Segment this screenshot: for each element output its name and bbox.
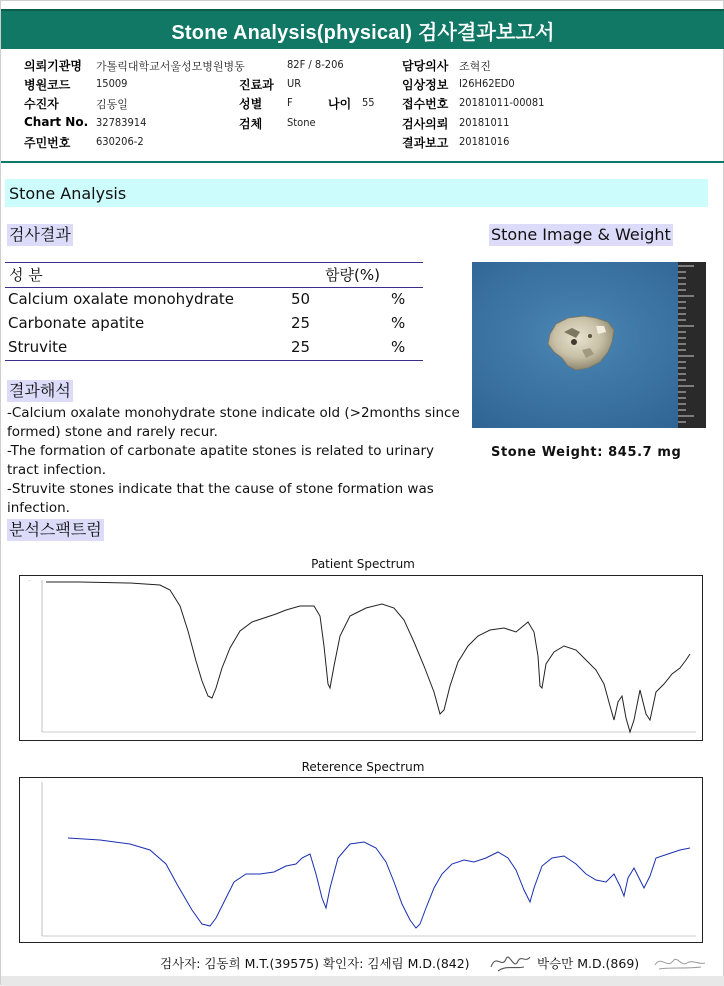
reference-spectrum-svg	[20, 778, 702, 942]
section-stone-analysis	[5, 179, 708, 207]
component-value: 50	[291, 290, 311, 308]
second-reviewer-text: 박승만 M.D.(869)	[537, 956, 640, 971]
label-sex: 성별	[239, 97, 263, 111]
component-value: 25	[291, 314, 311, 332]
value-patient: 김동일	[96, 98, 128, 111]
label-chart-no: Chart No.	[24, 115, 89, 129]
patient-info-block	[1, 51, 724, 163]
col-content: 함량(%)	[325, 266, 380, 284]
value-accession-number: 20181011-00081	[459, 96, 545, 109]
label-clinical-info: 임상정보	[402, 78, 449, 92]
component-unit: %	[391, 290, 406, 308]
table-row	[5, 313, 423, 337]
value-specimen: Stone	[287, 116, 316, 129]
value-age: 55	[362, 96, 375, 109]
label-request-date: 검사의뢰	[402, 117, 449, 131]
label-report-date: 결과보고	[402, 136, 449, 150]
col-component: 성 분	[9, 266, 43, 284]
reference-spectrum-line	[68, 838, 690, 928]
value-report-date: 20181016	[459, 135, 510, 148]
examiner-text: 검사자: 김동희 M.T.(39575) 확인자: 김세림 M.D.(842)	[160, 956, 470, 971]
interpretation-heading: 결과해석	[9, 381, 71, 400]
label-age: 나이	[328, 97, 352, 111]
label-attending-doctor: 담당의사	[402, 59, 449, 73]
reference-spectrum-title: Reterence Spectrum	[301, 760, 425, 774]
image-heading: Stone Image & Weight	[491, 225, 671, 244]
table-row	[5, 337, 423, 361]
stone-weight: Stone Weight: 845.7 mg	[491, 445, 682, 460]
value-ward: 82F / 8-206	[287, 58, 344, 71]
interpretation-line: -The formation of carbonate apatite stones is related to urinary tract infection.	[7, 443, 435, 478]
report-title-bar	[1, 9, 724, 49]
table-row	[5, 289, 423, 313]
spectrum-heading: 분석스팩트럼	[9, 520, 102, 539]
interpretation-line: -Calcium oxalate monohydrate stone indicate old (>2months since formed) stone and rarely recur.	[7, 405, 460, 440]
label-accession-number: 접수번호	[402, 97, 449, 111]
label-department: 진료과	[239, 78, 274, 92]
signature-image	[651, 949, 711, 973]
value-attending-doctor: 조혁진	[459, 60, 491, 73]
value-chart-no: 32783914	[96, 116, 147, 129]
label-specimen: 검체	[239, 117, 263, 131]
component-unit: %	[391, 314, 406, 332]
patient-spectrum-plot	[19, 575, 703, 741]
component-value: 25	[291, 338, 311, 356]
interpretation-line: -Struvite stones indicate that the cause of stone formation was infection.	[7, 481, 434, 516]
patient-spectrum-line	[46, 582, 690, 732]
value-department: UR	[287, 77, 302, 90]
table-bottom-rule	[5, 360, 423, 361]
svg-text:~: ~	[28, 579, 31, 583]
report-title: Stone Analysis(physical) 검사결과보고서	[171, 21, 555, 44]
stone-photo	[472, 262, 706, 428]
value-requesting-institution: 가톨릭대학교서울성모병원병동	[96, 60, 245, 73]
stone-photo-graphic	[472, 262, 706, 428]
signature-footer	[1, 945, 724, 977]
patient-spectrum-svg	[20, 576, 702, 740]
signature-image	[488, 947, 534, 975]
component-name: Calcium oxalate monohydrate	[8, 290, 235, 308]
value-resident-number: 630206-2	[96, 135, 144, 148]
patient-spectrum-title: Patient Spectrum	[311, 557, 415, 571]
value-request-date: 20181011	[459, 116, 510, 129]
component-name: Struvite	[8, 338, 68, 356]
reference-spectrum-plot	[19, 777, 703, 943]
section-title: Stone Analysis	[9, 183, 127, 203]
value-sex: F	[287, 96, 293, 109]
value-clinical-info: I26H62ED0	[459, 77, 515, 90]
component-unit: %	[391, 338, 406, 356]
results-heading: 검사결과	[9, 225, 71, 244]
value-hospital-code: 15009	[96, 77, 128, 90]
component-name: Carbonate apatite	[8, 314, 145, 332]
results-table-header	[5, 262, 423, 288]
label-requesting-institution: 의뢰기관명	[24, 59, 82, 73]
label-patient: 수진자	[24, 97, 59, 111]
interpretation-text	[7, 404, 467, 518]
label-hospital-code: 병원코드	[24, 78, 71, 92]
label-resident-number: 주민번호	[24, 136, 71, 150]
